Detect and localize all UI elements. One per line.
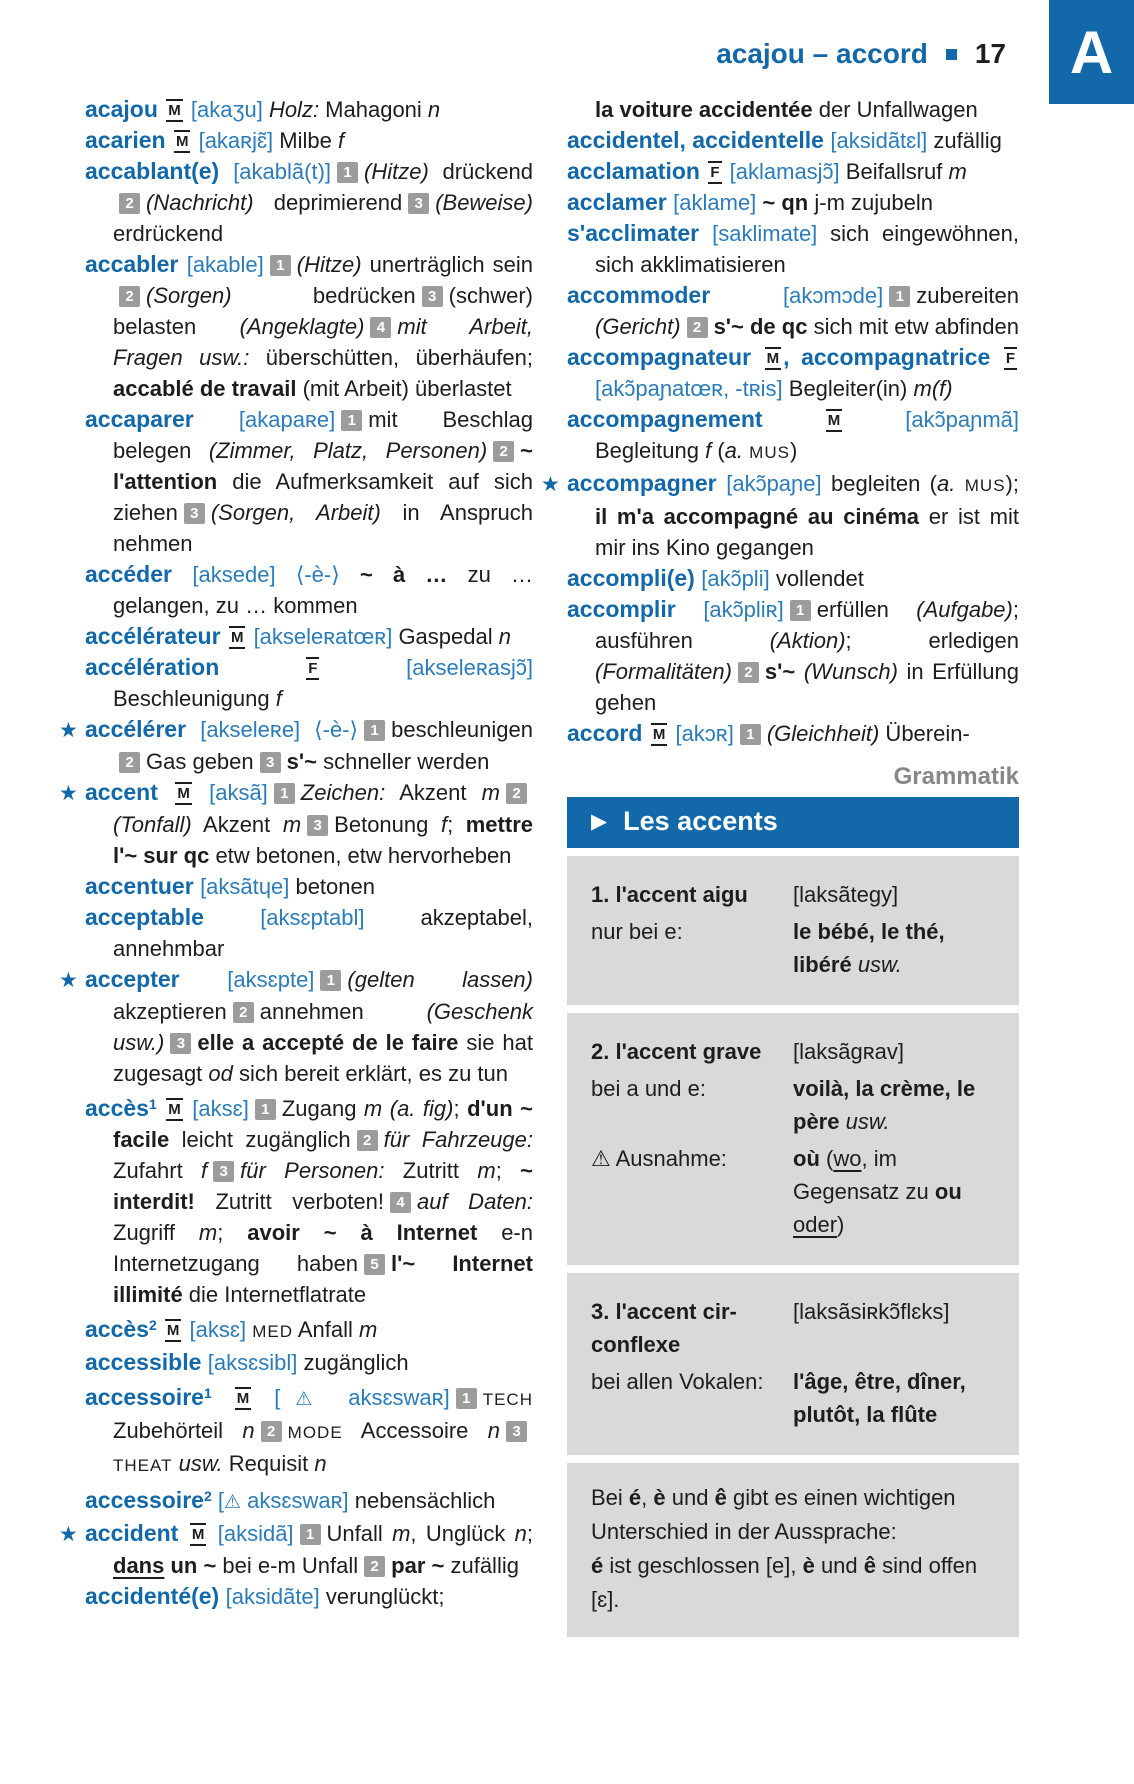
headword: accompagnement (567, 406, 824, 432)
warning-icon: ⚠ (223, 1492, 242, 1513)
pronunciation: [akaʀjɛ̃] (198, 128, 274, 153)
grammar-section (567, 856, 1019, 1005)
star-icon: ★ (59, 719, 78, 742)
page-number: 17 (974, 38, 1006, 69)
triangle-icon: ▶ (591, 810, 608, 833)
sense-number-badge: 1 (341, 410, 362, 431)
grammar-row-value: [laksãtegy] (793, 882, 899, 907)
gender-marker: M (166, 1098, 183, 1121)
pronunciation: [ (217, 1488, 224, 1513)
pronunciation: [aksɛsibl] (207, 1350, 298, 1375)
pronunciation: [aksãtɥe] (200, 874, 290, 899)
pronunciation: [akseleʀasjɔ̃] (406, 655, 533, 680)
sense-number-badge: 1 (740, 724, 761, 745)
dictionary-entry: ★ accepter [aksɛpte] 1 (gelten lassen) akzeptieren 2 annehmen (Geschenk usw.) 3 elle a accepté de le faire sie hat zugesagt od sich bereit erklärt, es zu tun (59, 966, 533, 1086)
pronunciation: [aksidãtɛl] (830, 128, 928, 153)
headword: s'acclimater (567, 220, 713, 246)
gender-marker: M (651, 723, 668, 746)
headword: accommoder (567, 282, 783, 308)
headword: accentuer (85, 873, 201, 899)
sense-number-badge: 2 (738, 662, 759, 683)
star-icon: ★ (59, 1523, 78, 1546)
headword: accélération (85, 654, 305, 680)
dictionary-entry: ★ accélérer [akseleʀe] ⟨-è-⟩ 1 beschleunigen2 Gas geben 3 s'~ schneller werden (59, 716, 533, 774)
sense-number-badge: 1 (255, 1099, 276, 1120)
grammar-row-value: [laksãgʀav] (793, 1039, 904, 1064)
gender-marker: F (708, 161, 721, 184)
dictionary-entry: accessible [aksɛsibl] zugänglich (85, 1349, 409, 1375)
pronunciation: [aksɛ] (192, 1096, 249, 1121)
star-icon: ★ (59, 969, 78, 992)
headword: acarien (85, 127, 172, 153)
sense-number-badge: 3 (408, 193, 429, 214)
gender-marker: M (165, 1319, 182, 1342)
dictionary-entry: accablant(e) [akablã(t)] 1 (Hitze) drückend2 (Nachricht) deprimierend 3 (Beweise) erdrückend (85, 158, 533, 246)
pronunciation: [aksɛpte] (227, 967, 315, 992)
pronunciation: [akablã(t)] (233, 159, 332, 184)
pronunciation: [akable] (186, 252, 264, 277)
letter-tab: A (1049, 0, 1134, 104)
pronunciation: [akɔ̃pli] (701, 566, 770, 591)
grammar-row (591, 915, 995, 981)
sense-number-badge: 2 (364, 1556, 385, 1577)
pronunciation: aksɛswaʀ] (327, 1385, 450, 1410)
headword: accessoire (85, 1487, 204, 1513)
entry-continuation: la voiture accidentée der Unfallwagen (595, 97, 978, 122)
dictionary-entry: ★ accident M [aksidã] 1 Unfall m, Unglück n; dans un ~ bei e-m Unfall 2 par ~ zufällig (59, 1520, 533, 1578)
headword: accomplir (567, 596, 704, 622)
sense-number-badge: 4 (370, 317, 391, 338)
headword: accidentel, accidentelle (567, 127, 831, 153)
grammar-row-label: 2. l'accent grave (591, 1039, 762, 1064)
grammar-note: Bei é, è und ê gibt es einen wichtigen Unterschied in der Aussprache: é ist geschlossen [e], è und ê sind offen [ɛ]. (567, 1463, 1019, 1637)
headword: accablant(e) (85, 158, 234, 184)
pronunciation: [saklimate] (712, 221, 818, 246)
headword: accabler (85, 251, 187, 277)
sense-number-badge: 1 (364, 720, 385, 741)
gender-marker: M (190, 1523, 207, 1546)
dictionary-entry: ★ accent M [aksã] 1 Zeichen: Akzent m 2(Tonfall) Akzent m 3 Betonung f; mettre l'~ sur qc etw betonen, etw hervorheben (59, 779, 533, 868)
sense-number-badge: 1 (889, 286, 910, 307)
sense-number-badge: 3 (184, 503, 205, 524)
headword: , accompagnatrice (783, 344, 1002, 370)
pronunciation: aksɛswaʀ] (241, 1488, 349, 1513)
grammar-row-value: [laksãsiʀkɔ̃flɛks] (793, 1299, 950, 1324)
sense-number-badge: 2 (233, 1002, 254, 1023)
grammar-row-value: voilà, la crème, le père usw. (793, 1076, 976, 1134)
dictionary-entry: ★ accompagner [akɔ̃paɲe] begleiten (a. MUS); il m'a accompagné au cinéma er ist mit mir ins Kino gegangen (541, 470, 1020, 560)
headword: acceptable (85, 904, 261, 930)
dictionary-entry: accomplir [akɔ̃pliʀ] 1 erfüllen (Aufgabe); ausführen (Aktion); erledigen (Formalitäten) 2 s'~ (Wunsch) in Erfüllung gehen (567, 596, 1019, 715)
grammar-row-label: ⚠ Ausnahme: (591, 1146, 727, 1171)
dictionary-entry: acarien M [akaʀjɛ̃] Milbe f (85, 127, 345, 153)
dictionary-entry: accaparer [akapaʀe] 1 mit Beschlag belegen (Zimmer, Platz, Personen) 2 ~ l'attention die Aufmerksamkeit auf sich ziehen 3 (Sorgen, Arbeit) in Anspruch nehmen (85, 406, 534, 556)
headword: accessible (85, 1349, 208, 1375)
dictionary-entry: accélérateur M [akseleʀatœʀ] Gaspedal n (85, 623, 511, 649)
sense-number-badge: 2 (119, 193, 140, 214)
entry-range: acajou – accord (716, 38, 928, 69)
dictionary-entry: accessoire$^2$ [⚠ aksɛswaʀ] nebensächlich (85, 1487, 496, 1513)
pronunciation: [akseleʀe] ⟨-è-⟩ (200, 717, 359, 742)
pronunciation: [akɔ̃paɲatœʀ, -tʀis] (595, 376, 783, 401)
grammar-section (567, 1273, 1019, 1455)
dictionary-entry: accessoire$^1$ M [⚠ aksɛswaʀ] 1 TECH Zubehörteil n 2 MODE Accessoire n 3THEAT usw. Requisit n (85, 1384, 533, 1476)
sense-number-badge: 2 (687, 317, 708, 338)
grammar-row-value: où (wo, im Gegensatz zu ou oder) (793, 1146, 962, 1237)
gender-marker: M (166, 99, 183, 122)
sense-number-badge: 5 (364, 1254, 385, 1275)
dictionary-columns (59, 94, 1020, 1637)
dictionary-entry: acclamation F [aklamasjɔ̃] Beifallsruf m (567, 158, 967, 184)
sense-number-badge: 3 (422, 286, 443, 307)
gender-marker: M (765, 347, 782, 370)
right-column (541, 94, 1020, 1637)
warning-icon: ⚠ (280, 1389, 328, 1410)
dictionary-entry: s'acclimater [saklimate] sich eingewöhnen, sich akklimatisieren (567, 220, 1020, 277)
pronunciation: [akɔ̃paɲe] (726, 471, 822, 496)
headword: accord (567, 720, 649, 746)
gender-marker: F (306, 657, 319, 680)
headword: accompagner (567, 470, 727, 496)
headword: accélérer (85, 716, 201, 742)
sense-number-badge: 2 (506, 783, 527, 804)
pronunciation: [aksã] (209, 780, 268, 805)
dictionary-entry: acceptable [aksɛptabl] akzeptabel, annehmbar (85, 904, 533, 961)
headword: accompli(e) (567, 565, 702, 591)
grammar-row (591, 1295, 995, 1361)
dictionary-entry: accès$^2$ M [aksɛ] MED Anfall m (85, 1316, 378, 1342)
pronunciation: [akaʒu] (190, 97, 263, 122)
grammar-row (591, 878, 995, 911)
pronunciation: [aksidãte] (225, 1584, 320, 1609)
pronunciation: [akɔ̃paɲmã] (905, 407, 1019, 432)
headword: accepter (85, 966, 228, 992)
sense-number-badge: 3 (307, 815, 328, 836)
sense-number-badge: 2 (357, 1130, 378, 1151)
dictionary-entry: accompagnement M [akɔ̃paɲmã] Begleitung f (a. MUS) (567, 406, 1019, 463)
sense-number-badge: 1 (270, 255, 291, 276)
headword: accès (85, 1095, 149, 1121)
dictionary-entry: accentuer [aksãtɥe] betonen (85, 873, 375, 899)
grammar-row-value: l'âge, être, dîner, plutôt, la flûte (793, 1369, 966, 1427)
pronunciation: [ (274, 1385, 281, 1410)
gender-marker: M (826, 409, 843, 432)
gender-marker: M (174, 130, 191, 153)
sense-number-badge: 3 (506, 1421, 527, 1442)
pronunciation: [aksɛ] (189, 1317, 247, 1342)
dictionary-entry: accidentel, accidentelle [aksidãtɛl] zufällig (567, 127, 1002, 153)
dictionary-entry: acajou M [akaʒu] Holz: Mahagoni n (85, 96, 441, 122)
sense-number-badge: 2 (261, 1421, 282, 1442)
header-bullet-icon (946, 49, 957, 60)
dictionary-entry: accéder [aksede] ⟨-è-⟩ ~ à … zu … gelangen, zu … kommen (85, 561, 533, 618)
sense-number-badge: 1 (274, 783, 295, 804)
page-header (0, 38, 1006, 70)
dictionary-entry: accélération F [akseleʀasjɔ̃] Beschleunigung f (85, 654, 533, 711)
headword: acajou (85, 96, 165, 122)
gender-marker: M (175, 782, 192, 805)
sense-number-badge: 1 (337, 162, 358, 183)
dictionary-entry: accidenté(e) [aksidãte] verunglückt; (85, 1583, 445, 1609)
grammar-box-title (567, 797, 1019, 848)
grammar-box-title-text: Les accents (623, 806, 778, 836)
sense-number-badge: 1 (300, 1524, 321, 1545)
pronunciation: [akɔ̃pliʀ] (703, 597, 784, 622)
pronunciation: [aksede] ⟨-è-⟩ (192, 562, 340, 587)
gender-marker: F (1004, 347, 1017, 370)
star-icon: ★ (59, 782, 78, 805)
grammar-row (591, 1365, 995, 1431)
headword: accidenté(e) (85, 1583, 226, 1609)
right-column-entries (541, 94, 1020, 749)
gender-marker: M (229, 626, 246, 649)
grammar-row-label: bei a und e: (591, 1076, 706, 1101)
pronunciation: [akseleʀatœʀ] (253, 624, 393, 649)
grammar-row-label: nur bei e: (591, 919, 683, 944)
sense-number-badge: 3 (260, 752, 281, 773)
star-icon: ★ (541, 473, 560, 496)
pronunciation: [akɔʀ] (675, 721, 734, 746)
grammar-section (567, 1013, 1019, 1265)
headword: accéder (85, 561, 193, 587)
grammar-row-label: 1. l'accent aigu (591, 882, 748, 907)
headword: acclamation (567, 158, 707, 184)
dictionary-entry: accès$^1$ M [aksɛ] 1 Zugang m (a. fig); d'un ~ facile leicht zugänglich 2 für Fahrzeuge: Zufahrt f 3 für Personen: Zutritt m; ~ interdit! Zutritt verboten! 4 auf Daten: Zugriff m; avoir ~ à Internet e-n Internetzugang haben 5 l'~ Internet illimité die Internetflatrate (85, 1095, 534, 1307)
grammar-row (591, 1072, 995, 1138)
pronunciation: [akapaʀe] (238, 407, 336, 432)
grammar-row-label: 3. l'accent cir- conflexe (591, 1299, 737, 1357)
pronunciation: [aksɛptabl] (260, 905, 365, 930)
dictionary-entry: accabler [akable] 1 (Hitze) unerträglich sein2 (Sorgen) bedrücken 3 (schwer) belasten (Angeklagte) 4 mit Arbeit, Fragen usw.: überschütten, überhäufen; accablé de travail (mit Arbeit) überlastet (85, 251, 533, 401)
dictionary-entry: accord M [akɔʀ] 1 (Gleichheit) Überein- (567, 720, 970, 746)
sense-number-badge: 1 (456, 1388, 477, 1409)
left-column (59, 94, 534, 1637)
pronunciation: [aksidã] (217, 1521, 294, 1546)
grammar-row-label: bei allen Vokalen: (591, 1369, 764, 1394)
grammar-row (591, 1035, 995, 1068)
dictionary-entry: accompli(e) [akɔ̃pli] vollendet (567, 565, 864, 591)
headword: accent (85, 779, 174, 805)
headword: acclamer (567, 189, 674, 215)
pronunciation: [aklamasjɔ̃] (729, 159, 840, 184)
dictionary-entry: accompagnateur M , accompagnatrice F [akɔ̃paɲatœʀ, -tʀis] Begleiter(in) m(f) (567, 344, 1015, 401)
gender-marker: M (235, 1387, 252, 1410)
sense-number-badge: 2 (119, 286, 140, 307)
sense-number-badge: 3 (213, 1161, 234, 1182)
sense-number-badge: 2 (493, 441, 514, 462)
headword: accessoire (85, 1384, 204, 1410)
sense-number-badge: 1 (790, 600, 811, 621)
pronunciation: [akɔmɔde] (782, 283, 884, 308)
sense-number-badge: 2 (119, 752, 140, 773)
dictionary-entry: accommoder [akɔmɔde] 1 zubereiten (Gericht) 2 s'~ de qc sich mit etw abfinden (567, 282, 1019, 339)
headword: accès (85, 1316, 149, 1342)
headword: accaparer (85, 406, 239, 432)
pronunciation: [aklame] (673, 190, 757, 215)
sense-number-badge: 4 (390, 1192, 411, 1213)
dictionary-entry: acclamer [aklame] ~ qn j-m zujubeln (567, 189, 933, 215)
headword: accident (85, 1520, 188, 1546)
grammar-row-value: le bébé, le thé, libéré usw. (793, 919, 945, 977)
sense-number-badge: 1 (320, 970, 341, 991)
grammar-row (591, 1142, 995, 1241)
headword: accélérateur (85, 623, 227, 649)
grammar-box-sections (567, 856, 1019, 1637)
headword: accompagnateur (567, 344, 763, 370)
grammatik-label: Grammatik (893, 763, 1019, 790)
sense-number-badge: 3 (170, 1033, 191, 1054)
